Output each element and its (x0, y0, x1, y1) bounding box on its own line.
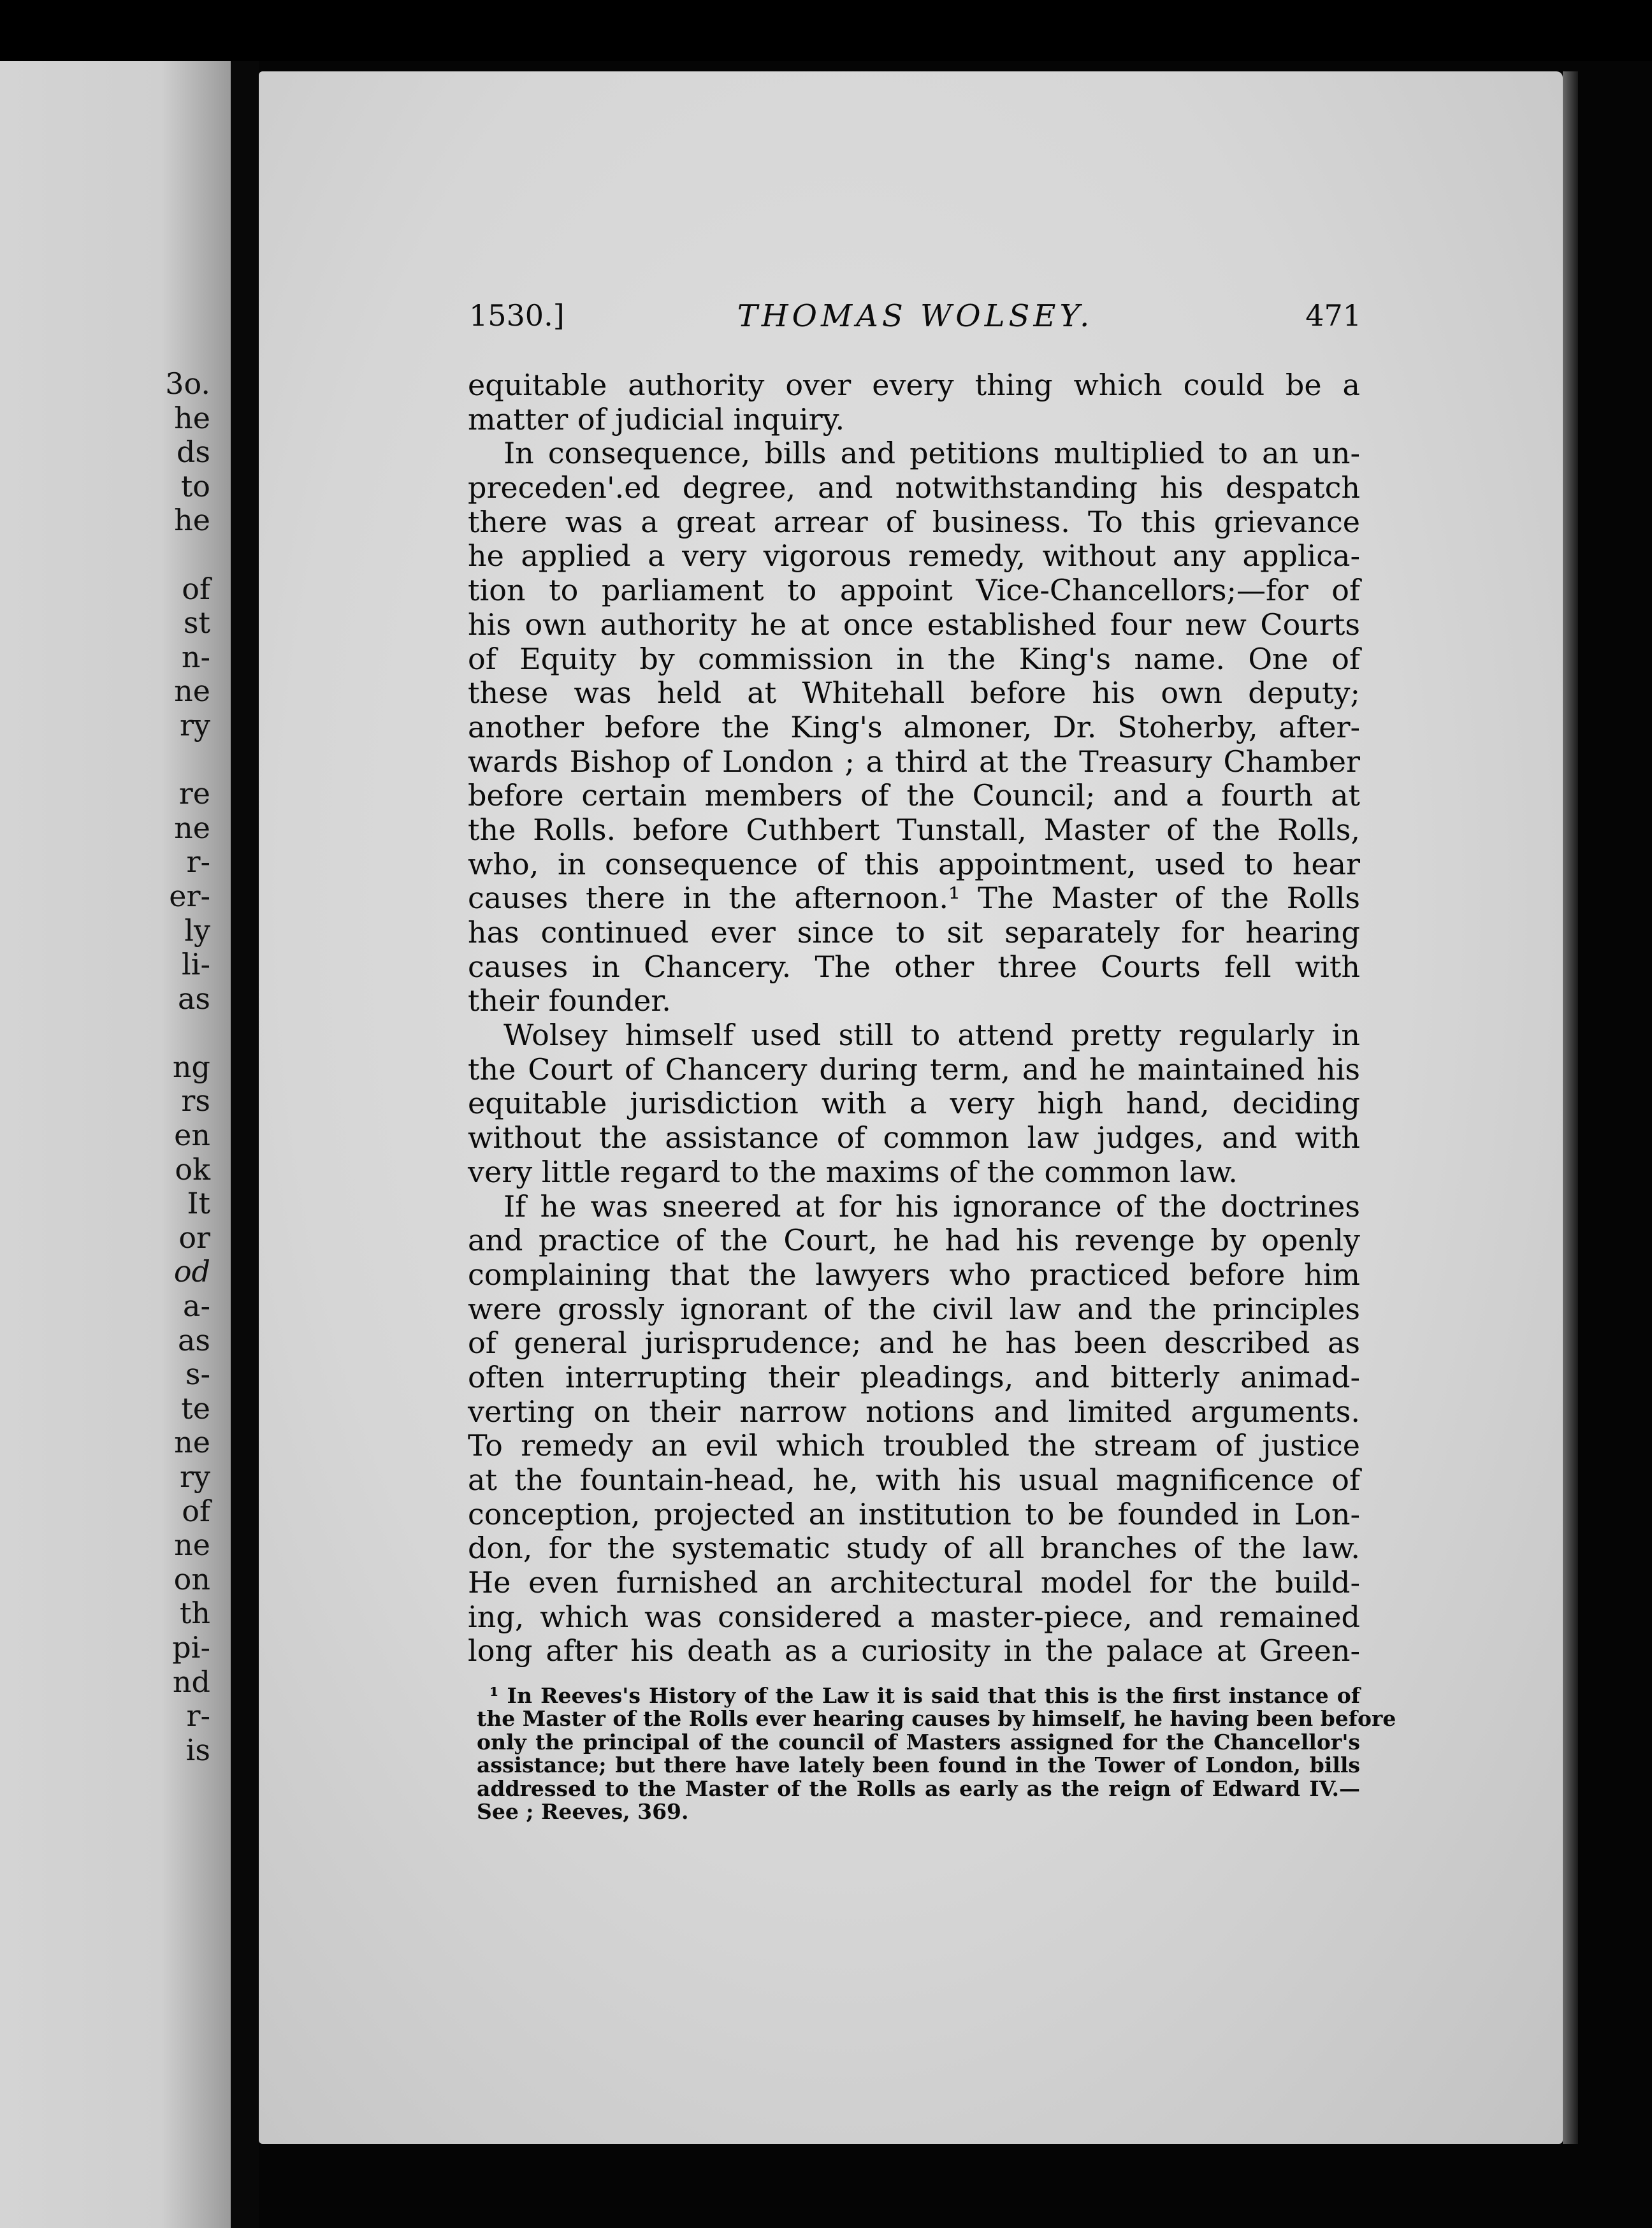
left-fragment: re (178, 776, 210, 811)
body-line: at the fountain-head, he, with his usual magnificence of (468, 1463, 1360, 1497)
left-fragment: ry (180, 707, 210, 742)
body-line: complaining that the lawyers who practiced before him (468, 1257, 1360, 1292)
body-line: of general jurisprudence; and he has been described as (468, 1326, 1360, 1361)
body-line: their founder. (468, 983, 671, 1018)
page-number: 471 (1305, 298, 1361, 333)
footnote-line: assistance; but there have lately been found in the Tower of London, bills (477, 1753, 1360, 1778)
body-line: the Court of Chancery during term, and he maintained his (468, 1052, 1360, 1087)
left-fragment: 3o. (165, 366, 210, 401)
body-line: causes in Chancery. The other three Courts fell with (468, 949, 1360, 984)
body-line: these was held at Whitehall before his own deputy; (468, 676, 1360, 711)
left-fragment: ne (174, 674, 210, 709)
body-line: long after his death as a curiosity in the palace at Green- (468, 1633, 1360, 1668)
left-fragment: or (178, 1220, 210, 1255)
left-fragment: he (174, 503, 210, 538)
body-line: Wolsey himself used still to attend pretty regularly in (504, 1018, 1360, 1053)
body-text (468, 368, 1360, 1668)
body-line: wards Bishop of London ; a third at the Treasury Chamber (468, 744, 1360, 779)
footnote (477, 1683, 1396, 1824)
body-line: conception, projected an institution to be founded in Lon- (468, 1496, 1360, 1531)
body-line: he applied a very vigorous remedy, without any applica- (468, 539, 1360, 574)
body-line: To remedy an evil which troubled the stream of justice (468, 1428, 1360, 1463)
body-line: there was a great arrear of business. To this grievance (468, 504, 1360, 539)
left-fragment: er- (169, 878, 210, 913)
body-line: and practice of the Court, he had his revenge by openly (468, 1223, 1360, 1258)
left-fragment: rs (181, 1083, 210, 1118)
body-line: before certain members of the Council; and a fourth at (468, 778, 1360, 813)
previous-page-line-ends (0, 367, 210, 1767)
body-line: verting on their narrow notions and limited arguments. (468, 1394, 1360, 1429)
body-line: He even furnished an architectural model for the build- (468, 1565, 1360, 1600)
left-fragment: as (177, 981, 210, 1016)
left-fragment: ok (175, 1152, 210, 1187)
left-fragment: is (185, 1732, 210, 1767)
body-line: In consequence, bills and petitions multiplied to an un- (504, 436, 1360, 471)
left-fragment: he (174, 400, 210, 435)
body-line: equitable jurisdiction with a very high hand, deciding (468, 1086, 1360, 1121)
previous-page-sliver (0, 61, 231, 2228)
left-fragment: th (179, 1596, 210, 1631)
left-fragment: a- (183, 1289, 210, 1324)
book-gutter (231, 61, 259, 2228)
left-fragment: pi- (172, 1630, 210, 1665)
body-line: were grossly ignorant of the civil law and the principles (468, 1291, 1360, 1326)
footnote-line: the Master of the Rolls ever hearing causes by himself, he having been before (477, 1706, 1396, 1732)
left-fragment: s- (185, 1357, 210, 1392)
page-edge-shadow (1563, 71, 1578, 2144)
left-fragment-gap (0, 1016, 210, 1050)
body-line: the Rolls. before Cuthbert Tunstall, Master of the Rolls, (468, 812, 1360, 847)
body-line: equitable authority over every thing which could be a (468, 368, 1360, 402)
left-fragment-gap (0, 743, 210, 778)
left-fragment: ne (174, 810, 210, 845)
left-fragment: od (173, 1254, 210, 1289)
body-line: of Equity by commission in the King's name. One of (468, 641, 1360, 676)
body-line: without the assistance of common law judges, and with (468, 1120, 1360, 1155)
body-line: his own authority he at once established four new Courts (468, 607, 1360, 642)
footnote-line: addressed to the Master of the Rolls as early as the reign of Edward IV.— (477, 1776, 1360, 1801)
left-fragment: as (177, 1322, 210, 1357)
left-fragment: ne (174, 1425, 210, 1460)
scan-border-top (0, 0, 1652, 61)
footnote-line: See ; Reeves, 369. (477, 1798, 689, 1824)
left-fragment-gap (0, 538, 210, 572)
body-line: preceden'.ed degree, and notwithstanding his despatch (468, 470, 1360, 505)
body-line: tion to parliament to appoint Vice-Chancellors;—for of (468, 573, 1360, 608)
left-fragment: ly (184, 913, 210, 948)
footnote-line: only the principal of the council of Masters assigned for the Chancellor's (477, 1729, 1360, 1754)
left-fragment: en (174, 1118, 210, 1153)
left-fragment: nd (172, 1664, 210, 1699)
left-fragment: st (183, 605, 210, 640)
body-line: ing, which was considered a master-piece, and remained (468, 1599, 1360, 1634)
left-fragment: It (187, 1186, 210, 1221)
body-line: another before the King's almoner, Dr. Stoherby, after- (468, 709, 1360, 744)
body-line: often interrupting their pleadings, and bitterly animad- (468, 1359, 1360, 1394)
body-line: matter of judicial inquiry. (468, 401, 845, 437)
running-header (469, 298, 1361, 343)
left-fragment: n- (181, 639, 210, 674)
footnote-line: ¹ In Reeves's History of the Law it is said that this is the first instance of (489, 1683, 1360, 1708)
left-fragment: ry (180, 1459, 210, 1494)
left-fragment: r- (186, 844, 210, 879)
body-line: causes there in the afternoon.¹ The Master of the Rolls (468, 881, 1360, 916)
left-fragment: r- (186, 1698, 210, 1733)
left-fragment: to (180, 468, 210, 503)
header-year: 1530.] (469, 298, 565, 333)
body-line: don, for the systematic study of all branches of the law. (468, 1531, 1360, 1566)
left-fragment: of (182, 1493, 210, 1528)
left-fragment: ds (176, 435, 210, 470)
left-fragment: on (173, 1561, 210, 1596)
body-line: If he was sneered at for his ignorance of the doctrines (504, 1189, 1360, 1224)
body-line: who, in consequence of this appointment, used to hear (468, 846, 1360, 881)
left-fragment: ne (174, 1528, 210, 1563)
left-fragment: te (181, 1391, 210, 1426)
header-title: THOMAS WOLSEY. (737, 298, 1094, 334)
left-fragment: ng (172, 1049, 210, 1084)
left-fragment: of (182, 571, 210, 606)
body-line: has continued ever since to sit separately for hearing (468, 915, 1360, 950)
left-fragment: li- (182, 947, 210, 982)
body-line: very little regard to the maxims of the common law. (468, 1154, 1238, 1189)
